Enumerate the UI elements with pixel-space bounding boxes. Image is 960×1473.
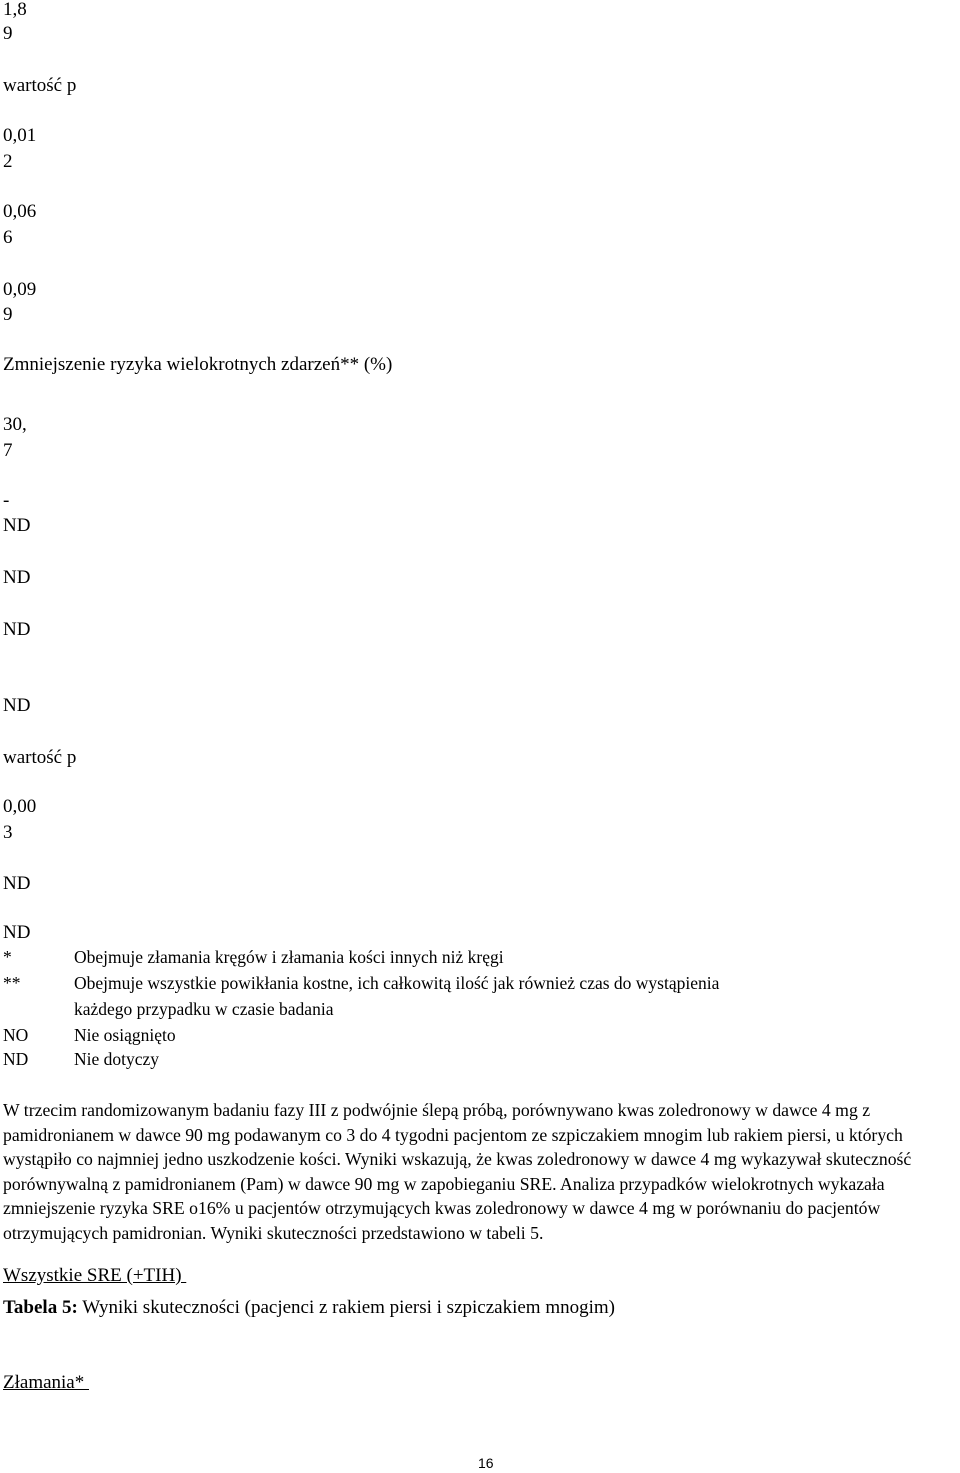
table-value: 9 bbox=[3, 23, 13, 44]
footnote-key: NO bbox=[3, 1025, 29, 1045]
row-header-all-sre: Wszystkie SRE (+TIH) bbox=[3, 1265, 187, 1286]
table-value: 0,09 bbox=[3, 279, 37, 300]
footnote-text: Obejmuje wszystkie powikłania kostne, ich całkowitą ilość jak również czas do wystąpienia bbox=[74, 973, 720, 993]
table-value: ND bbox=[3, 922, 31, 943]
column-header: Zmniejszenie ryzyka wielokrotnych zdarzeń** (%) bbox=[3, 354, 393, 375]
column-header: wartość p bbox=[3, 747, 77, 768]
body-paragraph: W trzecim randomizowanym badaniu fazy III z podwójnie ślepą próbą, porównywano kwas zoledronowy w dawce 4 mg z pamidronianem w dawce 90 mg podawanym co 3 do 4 tygodni pacjentom ze szpiczakiem mnogim lub rakiem piersi, u których wystąpiło co najmniej jedno uszkodzenie kości. Wyniki wskazują, że kwas zoledronowy w dawce 4 mg wykazywał skuteczność porównywalną z pamidronianem (Pam) w dawce 90 mg w zapobieganiu SRE. Analiza przypadków wielokrotnych wykazała zmniejszenie ryzyka SRE o16% u pacjentów otrzymujących kwas zoledronowy w dawce 4 mg w porównaniu do pacjentów otrzymujących pamidronian. Wyniki skuteczności przedstawiono w tabeli 5. bbox=[3, 1100, 912, 1243]
table-value: ND bbox=[3, 567, 31, 588]
table-value: - bbox=[3, 490, 10, 511]
column-header: wartość p bbox=[3, 75, 77, 96]
table-caption bbox=[3, 1296, 615, 1320]
table-value: ND bbox=[3, 619, 31, 640]
table-value: 0,01 bbox=[3, 125, 37, 146]
table-value: ND bbox=[3, 515, 31, 536]
table-value: 0,06 bbox=[3, 201, 37, 222]
table-value: 0,00 bbox=[3, 796, 37, 817]
footnote-text: Nie dotyczy bbox=[74, 1049, 160, 1069]
table-value: 6 bbox=[3, 227, 13, 248]
footnote-text: Nie osiągnięto bbox=[74, 1025, 176, 1045]
table-value: 9 bbox=[3, 304, 13, 325]
table-value: 30, bbox=[3, 414, 27, 435]
footnote-key: ND bbox=[3, 1049, 29, 1069]
table-caption-label: Tabela 5: bbox=[3, 1297, 78, 1318]
footnote-text: Obejmuje złamania kręgów i złamania kości innych niż kręgi bbox=[74, 947, 504, 967]
row-header-fractures: Złamania* bbox=[3, 1372, 89, 1393]
table-value: 7 bbox=[3, 440, 13, 461]
footnote-key: * bbox=[3, 947, 12, 967]
table-caption-text: Wyniki skuteczności (pacjenci z rakiem piersi i szpiczakiem mnogim) bbox=[77, 1297, 615, 1318]
table-value: 2 bbox=[3, 151, 13, 172]
footnote-text: każdego przypadku w czasie badania bbox=[74, 999, 334, 1019]
table-value: ND bbox=[3, 873, 31, 894]
page-number: 16 bbox=[478, 1455, 494, 1471]
footnote-key: ** bbox=[3, 973, 21, 993]
table-value: ND bbox=[3, 695, 31, 716]
table-value: 3 bbox=[3, 822, 13, 843]
table-value: 1,8 bbox=[3, 0, 27, 20]
